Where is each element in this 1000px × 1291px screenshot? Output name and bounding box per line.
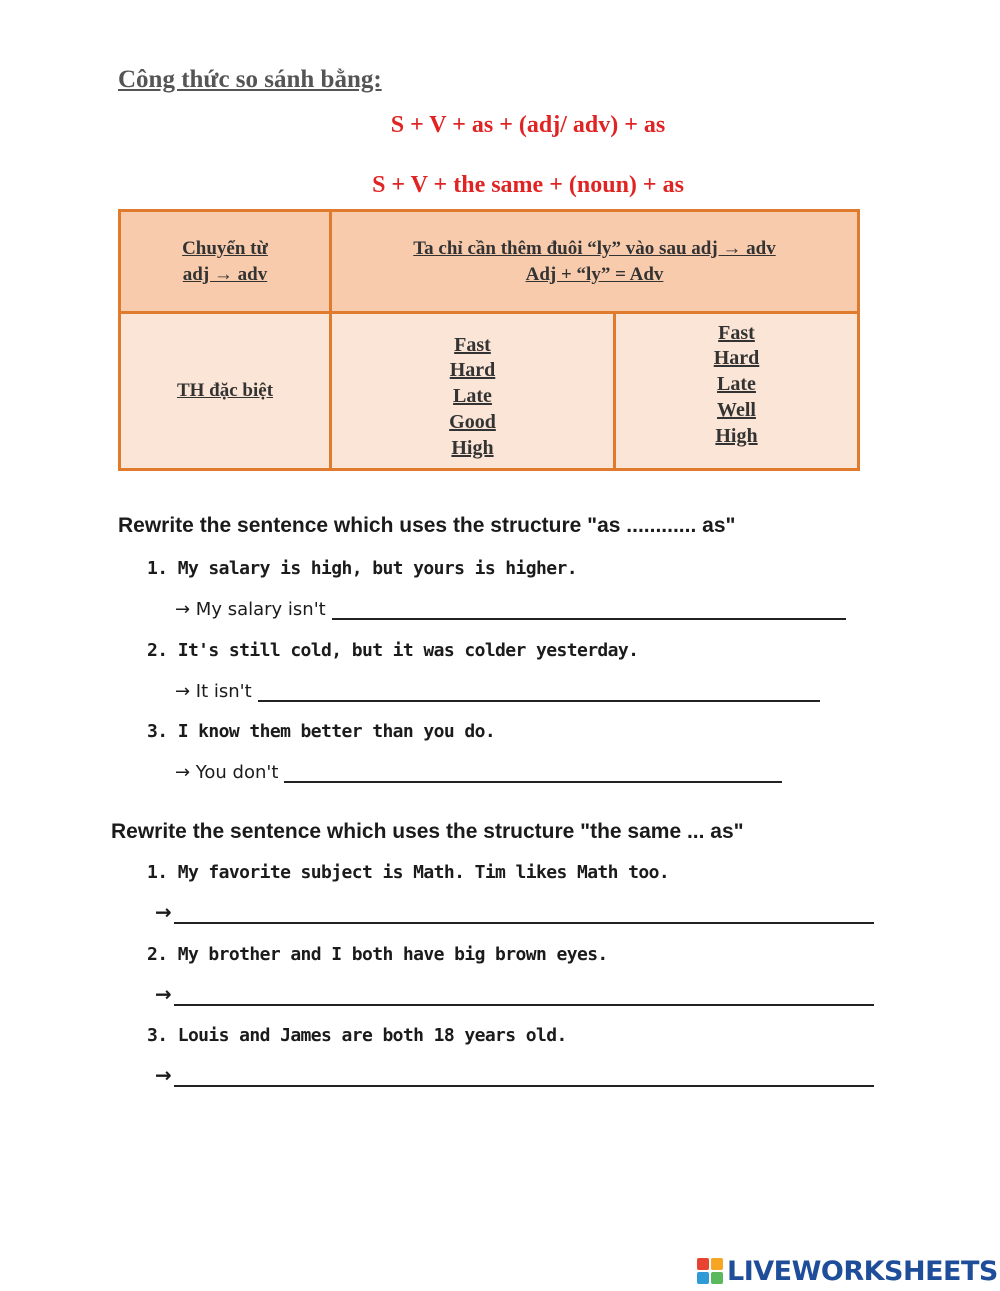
conversion-rule-line1: Ta chỉ cần thêm đuôi “ly” vào sau adj → adv [413, 237, 776, 259]
table-cell-adverbs [613, 311, 860, 471]
section2-question-2: 2. My brother and I both have big brown eyes. [147, 944, 608, 965]
section2-answer-row-3 [155, 1063, 874, 1087]
answer-blank-2[interactable] [258, 678, 820, 702]
special-cases-label: TH đặc biệt [176, 380, 274, 402]
adjective-item: Late [453, 385, 492, 408]
adjective-item: Hard [449, 359, 496, 382]
adverb-item: High [715, 424, 758, 447]
adverb-item: Hard [713, 347, 760, 370]
answer-blank-1[interactable] [332, 596, 846, 620]
section2-title: Rewrite the sentence which uses the structure "the same ... as" [111, 820, 744, 843]
adjective-list [449, 333, 496, 462]
table-cell-conversion-label [118, 209, 332, 314]
section2-question-3: 3. Louis and James are both 18 years old. [147, 1025, 567, 1046]
answer-blank-6[interactable] [174, 1063, 874, 1087]
answer-prefix: → It isn't [175, 681, 252, 702]
formula-the-same-as: S + V + the same + (noun) + as [372, 172, 684, 198]
section1-answer-row-3 [175, 759, 782, 783]
adverb-item: Late [717, 373, 756, 396]
conversion-rule-line2: Adj + “ly” = Adv [525, 263, 664, 285]
formula-as-as: S + V + as + (adj/ adv) + as [390, 112, 666, 138]
section2-answer-row-2 [155, 982, 874, 1006]
liveworksheets-logo [697, 1254, 998, 1288]
logo-blocks-icon [697, 1258, 723, 1284]
answer-blank-4[interactable] [174, 900, 874, 924]
adjective-item: High [451, 436, 494, 459]
page-heading: Công thức so sánh bằng: [118, 66, 382, 93]
logo-text: LIVEWORKSHEETS [727, 1255, 998, 1287]
answer-prefix: → My salary isn't [175, 599, 326, 620]
section1-question-2: 2. It's still cold, but it was colder yesterday. [147, 640, 639, 661]
section1-title: Rewrite the sentence which uses the structure "as ............ as" [118, 514, 736, 537]
section1-question-3: 3. I know them better than you do. [147, 721, 496, 742]
section1-answer-row-1 [175, 596, 846, 620]
table-cell-adjectives [329, 311, 616, 471]
table-cell-special-label [118, 311, 332, 471]
adverb-item: Fast [718, 321, 755, 344]
section1-question-1: 1. My salary is high, but yours is higher. [147, 558, 577, 579]
section2-question-1: 1. My favorite subject is Math. Tim likes Math too. [147, 862, 670, 883]
section1-answer-row-2 [175, 678, 820, 702]
adjective-item: Good [449, 410, 496, 433]
conversion-label-line1: Chuyển từ [182, 237, 268, 259]
grammar-table [118, 209, 860, 471]
table-cell-conversion-rule [329, 209, 860, 314]
arrow-icon: → [155, 900, 172, 924]
section2-answer-row-1 [155, 900, 874, 924]
adjective-item: Fast [454, 333, 491, 356]
adverb-list [714, 321, 760, 450]
adverb-item: Well [717, 398, 756, 421]
answer-blank-5[interactable] [174, 982, 874, 1006]
answer-prefix: → You don't [175, 762, 279, 783]
conversion-label-line2: adj → adv [182, 263, 268, 285]
arrow-icon: → [155, 1063, 172, 1087]
answer-blank-3[interactable] [284, 759, 782, 783]
arrow-icon: → [155, 982, 172, 1006]
